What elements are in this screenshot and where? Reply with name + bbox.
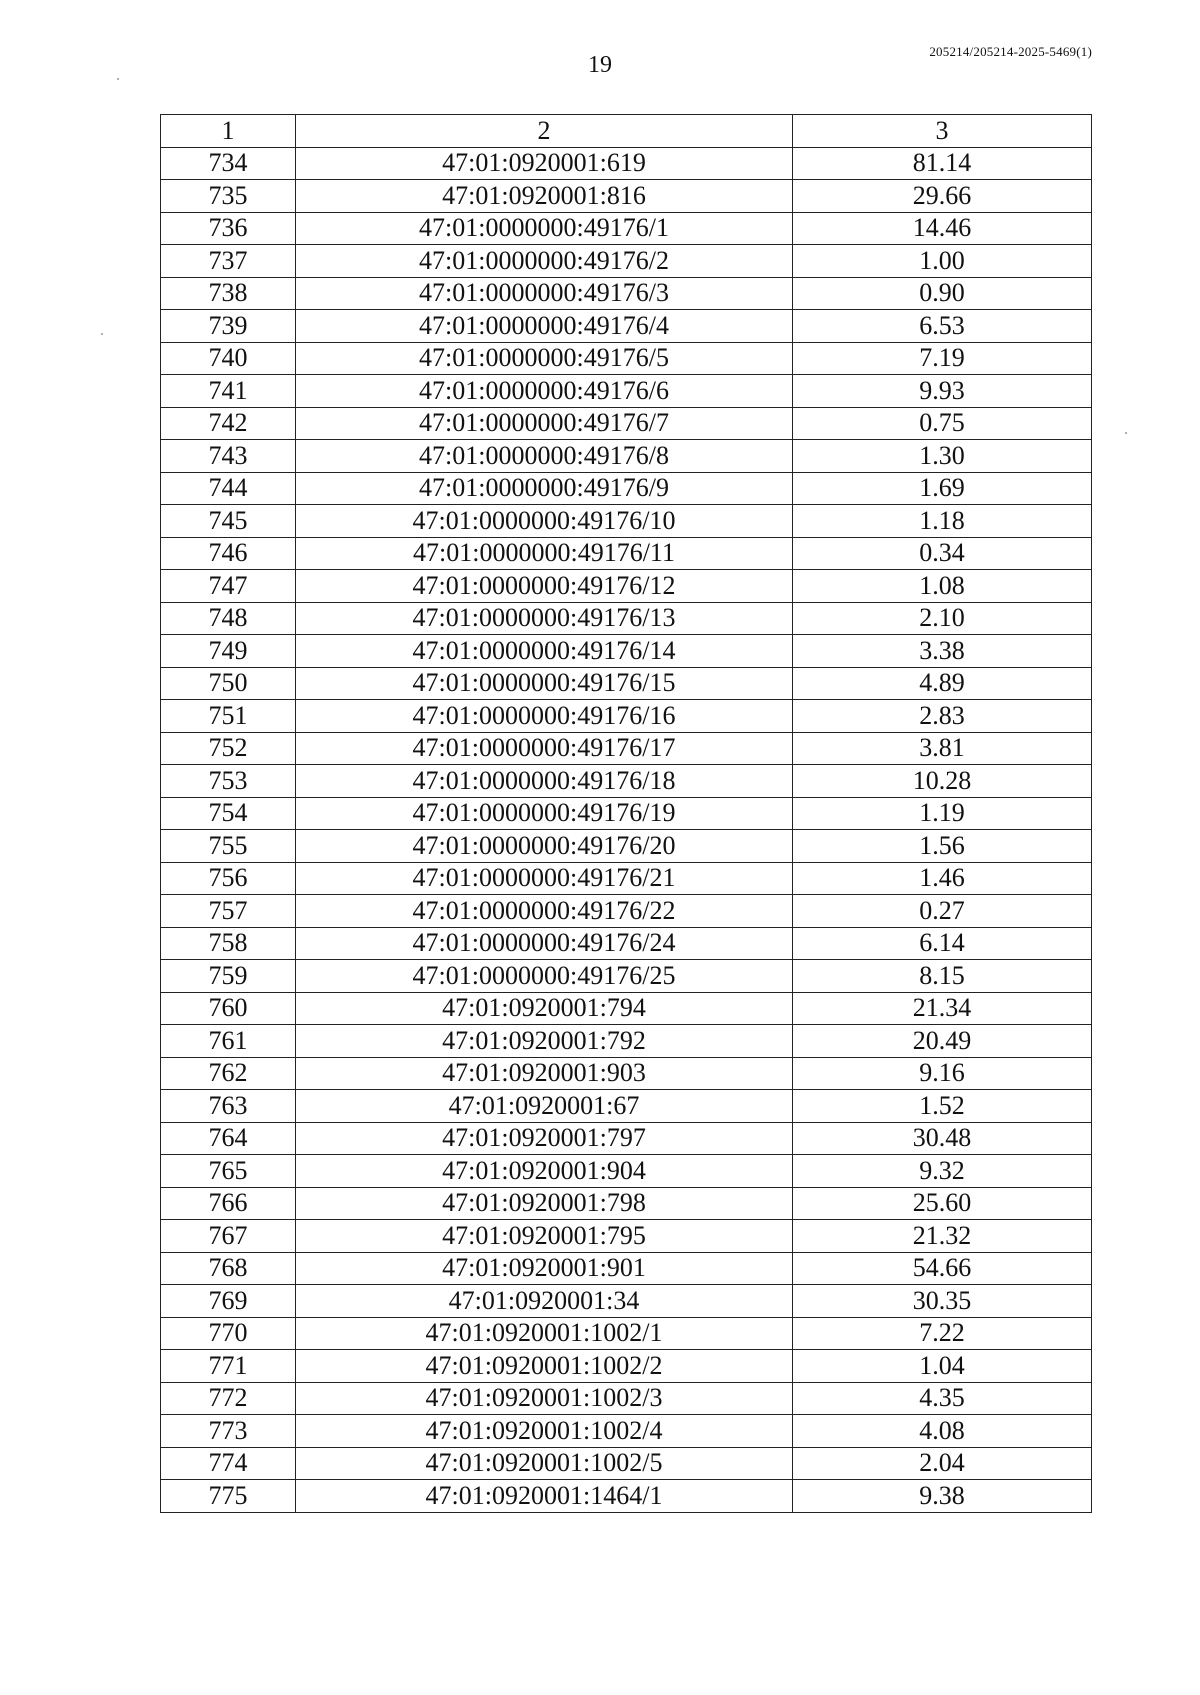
value-cell: 21.32 <box>793 1220 1092 1253</box>
row-number-cell: 769 <box>161 1285 296 1318</box>
row-number-cell: 740 <box>161 342 296 375</box>
table-row <box>161 180 1092 213</box>
value-cell: 6.53 <box>793 310 1092 343</box>
value-cell: 30.35 <box>793 1285 1092 1318</box>
cadastral-number-cell: 47:01:0000000:49176/11 <box>296 537 793 570</box>
row-number-cell: 736 <box>161 212 296 245</box>
cadastral-number-cell: 47:01:0920001:1464/1 <box>296 1480 793 1513</box>
value-cell: 20.49 <box>793 1025 1092 1058</box>
cadastral-number-cell: 47:01:0000000:49176/1 <box>296 212 793 245</box>
cadastral-number-cell: 47:01:0920001:903 <box>296 1057 793 1090</box>
value-cell: 2.10 <box>793 602 1092 635</box>
value-cell: 29.66 <box>793 180 1092 213</box>
cadastral-number-cell: 47:01:0000000:49176/4 <box>296 310 793 343</box>
row-number-cell: 763 <box>161 1090 296 1123</box>
cadastral-number-cell: 47:01:0920001:794 <box>296 992 793 1025</box>
row-number-cell: 762 <box>161 1057 296 1090</box>
row-number-cell: 754 <box>161 797 296 830</box>
table-row <box>161 1155 1092 1188</box>
value-cell: 7.19 <box>793 342 1092 375</box>
value-cell: 7.22 <box>793 1317 1092 1350</box>
table-row <box>161 505 1092 538</box>
table-row <box>161 635 1092 668</box>
table-row <box>161 245 1092 278</box>
value-cell: 1.08 <box>793 570 1092 603</box>
page-number: 19 <box>588 52 612 78</box>
document-reference: 205214/205214-2025-5469(1) <box>929 44 1092 59</box>
row-number-cell: 760 <box>161 992 296 1025</box>
row-number-cell: 768 <box>161 1252 296 1285</box>
table-row <box>161 1220 1092 1253</box>
row-number-cell: 756 <box>161 862 296 895</box>
cadastral-number-cell: 47:01:0920001:798 <box>296 1187 793 1220</box>
table-row <box>161 927 1092 960</box>
row-number-cell: 757 <box>161 895 296 928</box>
row-number-cell: 737 <box>161 245 296 278</box>
value-cell: 1.18 <box>793 505 1092 538</box>
column-header: 2 <box>296 115 793 148</box>
cadastral-number-cell: 47:01:0920001:816 <box>296 180 793 213</box>
cadastral-number-cell: 47:01:0920001:1002/5 <box>296 1447 793 1480</box>
table-row <box>161 1187 1092 1220</box>
cadastral-number-cell: 47:01:0000000:49176/3 <box>296 277 793 310</box>
table-row <box>161 862 1092 895</box>
row-number-cell: 766 <box>161 1187 296 1220</box>
cadastral-number-cell: 47:01:0000000:49176/22 <box>296 895 793 928</box>
row-number-cell: 759 <box>161 960 296 993</box>
table-row <box>161 147 1092 180</box>
cadastral-number-cell: 47:01:0000000:49176/2 <box>296 245 793 278</box>
value-cell: 25.60 <box>793 1187 1092 1220</box>
cadastral-number-cell: 47:01:0000000:49176/21 <box>296 862 793 895</box>
value-cell: 1.19 <box>793 797 1092 830</box>
scan-speck <box>1125 432 1127 434</box>
cadastral-number-cell: 47:01:0920001:67 <box>296 1090 793 1123</box>
value-cell: 0.34 <box>793 537 1092 570</box>
row-number-cell: 758 <box>161 927 296 960</box>
row-number-cell: 774 <box>161 1447 296 1480</box>
value-cell: 4.08 <box>793 1415 1092 1448</box>
table-row <box>161 1122 1092 1155</box>
cadastral-number-cell: 47:01:0000000:49176/17 <box>296 732 793 765</box>
table-row <box>161 1090 1092 1123</box>
cadastral-number-cell: 47:01:0000000:49176/5 <box>296 342 793 375</box>
cadastral-number-cell: 47:01:0000000:49176/10 <box>296 505 793 538</box>
value-cell: 14.46 <box>793 212 1092 245</box>
table-row <box>161 895 1092 928</box>
cadastral-number-cell: 47:01:0920001:1002/4 <box>296 1415 793 1448</box>
column-header: 1 <box>161 115 296 148</box>
table-row <box>161 830 1092 863</box>
table-row <box>161 992 1092 1025</box>
cadastral-number-cell: 47:01:0920001:797 <box>296 1122 793 1155</box>
value-cell: 3.81 <box>793 732 1092 765</box>
table-row <box>161 602 1092 635</box>
table-row <box>161 1382 1092 1415</box>
table-row <box>161 1447 1092 1480</box>
row-number-cell: 752 <box>161 732 296 765</box>
scan-speck <box>117 78 119 80</box>
value-cell: 2.04 <box>793 1447 1092 1480</box>
row-number-cell: 775 <box>161 1480 296 1513</box>
row-number-cell: 751 <box>161 700 296 733</box>
value-cell: 4.89 <box>793 667 1092 700</box>
cadastral-number-cell: 47:01:0000000:49176/6 <box>296 375 793 408</box>
cadastral-number-cell: 47:01:0920001:795 <box>296 1220 793 1253</box>
table-row <box>161 375 1092 408</box>
row-number-cell: 772 <box>161 1382 296 1415</box>
table-row <box>161 960 1092 993</box>
row-number-cell: 739 <box>161 310 296 343</box>
table-row <box>161 1057 1092 1090</box>
cadastral-number-cell: 47:01:0000000:49176/20 <box>296 830 793 863</box>
row-number-cell: 770 <box>161 1317 296 1350</box>
table-row <box>161 570 1092 603</box>
value-cell: 1.52 <box>793 1090 1092 1123</box>
cadastral-number-cell: 47:01:0000000:49176/18 <box>296 765 793 798</box>
table-row <box>161 732 1092 765</box>
cadastral-number-cell: 47:01:0000000:49176/14 <box>296 635 793 668</box>
row-number-cell: 755 <box>161 830 296 863</box>
value-cell: 3.38 <box>793 635 1092 668</box>
row-number-cell: 764 <box>161 1122 296 1155</box>
row-number-cell: 765 <box>161 1155 296 1188</box>
cadastral-number-cell: 47:01:0920001:1002/1 <box>296 1317 793 1350</box>
table-body <box>161 147 1092 1512</box>
value-cell: 9.32 <box>793 1155 1092 1188</box>
row-number-cell: 743 <box>161 440 296 473</box>
table-row <box>161 1252 1092 1285</box>
row-number-cell: 735 <box>161 180 296 213</box>
value-cell: 1.04 <box>793 1350 1092 1383</box>
cadastral-number-cell: 47:01:0000000:49176/15 <box>296 667 793 700</box>
scan-speck <box>101 333 103 335</box>
table-row <box>161 472 1092 505</box>
value-cell: 1.56 <box>793 830 1092 863</box>
cadastral-number-cell: 47:01:0920001:904 <box>296 1155 793 1188</box>
table-row <box>161 797 1092 830</box>
table-row <box>161 310 1092 343</box>
table-row <box>161 667 1092 700</box>
cadastral-number-cell: 47:01:0000000:49176/25 <box>296 960 793 993</box>
row-number-cell: 744 <box>161 472 296 505</box>
value-cell: 54.66 <box>793 1252 1092 1285</box>
cadastral-number-cell: 47:01:0000000:49176/12 <box>296 570 793 603</box>
value-cell: 1.30 <box>793 440 1092 473</box>
cadastral-number-cell: 47:01:0920001:792 <box>296 1025 793 1058</box>
row-number-cell: 747 <box>161 570 296 603</box>
table-row <box>161 765 1092 798</box>
cadastral-number-cell: 47:01:0000000:49176/7 <box>296 407 793 440</box>
row-number-cell: 734 <box>161 147 296 180</box>
table-row <box>161 1415 1092 1448</box>
row-number-cell: 753 <box>161 765 296 798</box>
table-row <box>161 212 1092 245</box>
row-number-cell: 767 <box>161 1220 296 1253</box>
value-cell: 9.93 <box>793 375 1092 408</box>
cadastral-number-cell: 47:01:0920001:1002/3 <box>296 1382 793 1415</box>
value-cell: 10.28 <box>793 765 1092 798</box>
row-number-cell: 738 <box>161 277 296 310</box>
table-row <box>161 537 1092 570</box>
value-cell: 0.75 <box>793 407 1092 440</box>
table-row <box>161 1480 1092 1513</box>
value-cell: 2.83 <box>793 700 1092 733</box>
row-number-cell: 750 <box>161 667 296 700</box>
table-row <box>161 1285 1092 1318</box>
cadastral-number-cell: 47:01:0000000:49176/13 <box>296 602 793 635</box>
value-cell: 4.35 <box>793 1382 1092 1415</box>
row-number-cell: 773 <box>161 1415 296 1448</box>
table-row <box>161 1025 1092 1058</box>
value-cell: 9.38 <box>793 1480 1092 1513</box>
row-number-cell: 761 <box>161 1025 296 1058</box>
value-cell: 6.14 <box>793 927 1092 960</box>
cadastral-number-cell: 47:01:0000000:49176/16 <box>296 700 793 733</box>
row-number-cell: 745 <box>161 505 296 538</box>
table-row <box>161 700 1092 733</box>
value-cell: 21.34 <box>793 992 1092 1025</box>
cadastral-number-cell: 47:01:0000000:49176/19 <box>296 797 793 830</box>
cadastral-number-cell: 47:01:0920001:901 <box>296 1252 793 1285</box>
cadastral-number-cell: 47:01:0000000:49176/24 <box>296 927 793 960</box>
value-cell: 9.16 <box>793 1057 1092 1090</box>
value-cell: 0.90 <box>793 277 1092 310</box>
cadastral-number-cell: 47:01:0920001:34 <box>296 1285 793 1318</box>
row-number-cell: 749 <box>161 635 296 668</box>
data-table <box>160 114 1092 1513</box>
row-number-cell: 742 <box>161 407 296 440</box>
table-row <box>161 440 1092 473</box>
value-cell: 1.46 <box>793 862 1092 895</box>
value-cell: 1.69 <box>793 472 1092 505</box>
row-number-cell: 771 <box>161 1350 296 1383</box>
column-header: 3 <box>793 115 1092 148</box>
table-row <box>161 342 1092 375</box>
value-cell: 30.48 <box>793 1122 1092 1155</box>
value-cell: 81.14 <box>793 147 1092 180</box>
cadastral-number-cell: 47:01:0000000:49176/9 <box>296 472 793 505</box>
table-header-row <box>161 115 1092 148</box>
value-cell: 8.15 <box>793 960 1092 993</box>
row-number-cell: 746 <box>161 537 296 570</box>
table-row <box>161 1317 1092 1350</box>
cadastral-number-cell: 47:01:0920001:1002/2 <box>296 1350 793 1383</box>
value-cell: 0.27 <box>793 895 1092 928</box>
table-row <box>161 277 1092 310</box>
row-number-cell: 748 <box>161 602 296 635</box>
table-row <box>161 407 1092 440</box>
cadastral-number-cell: 47:01:0920001:619 <box>296 147 793 180</box>
table-row <box>161 1350 1092 1383</box>
cadastral-number-cell: 47:01:0000000:49176/8 <box>296 440 793 473</box>
value-cell: 1.00 <box>793 245 1092 278</box>
row-number-cell: 741 <box>161 375 296 408</box>
